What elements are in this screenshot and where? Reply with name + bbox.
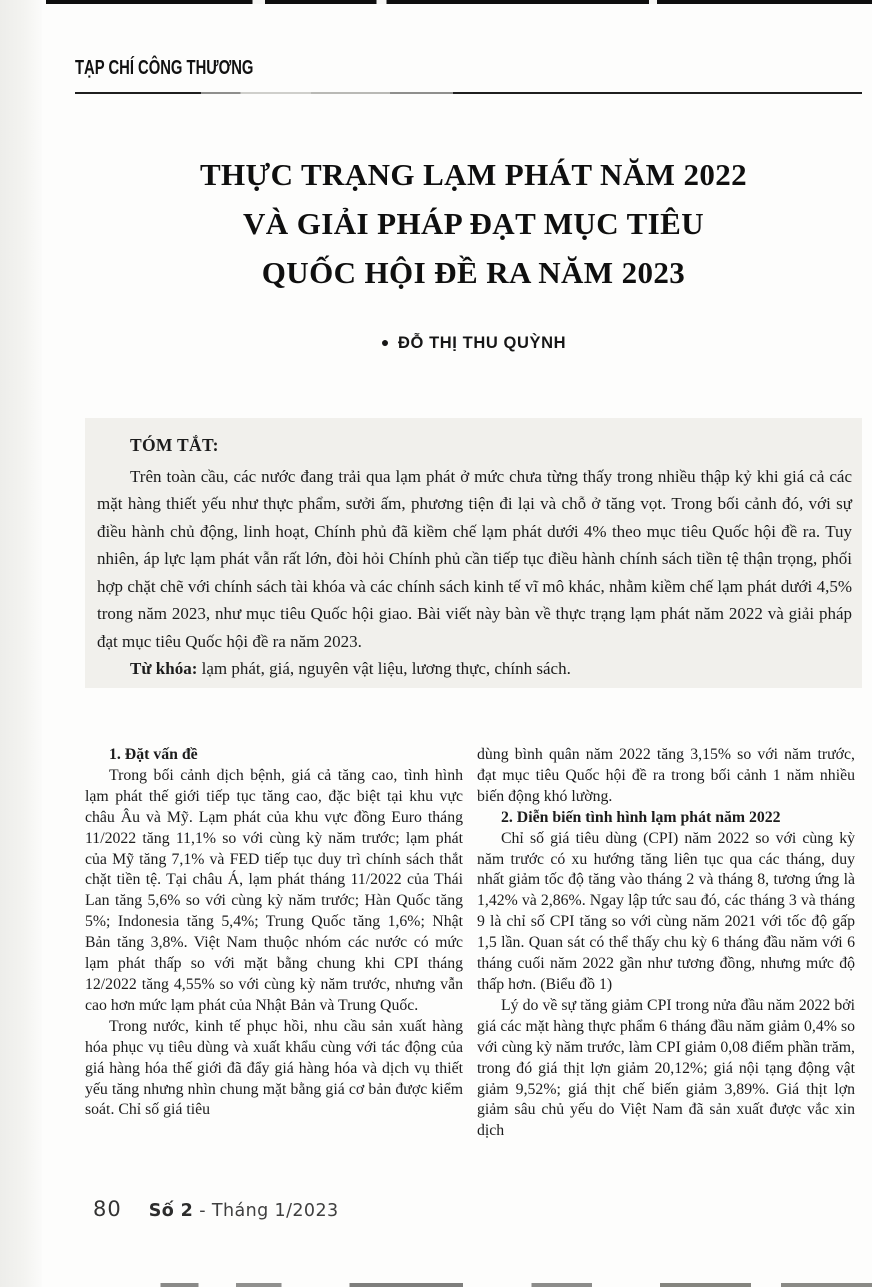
article-title	[85, 150, 862, 297]
author-bullet-icon: ●	[380, 334, 390, 350]
body-columns	[85, 745, 855, 1142]
page-number: 80	[93, 1197, 122, 1221]
section-1-heading: 1. Đặt vấn đề	[109, 746, 198, 763]
page-footer	[93, 1197, 339, 1221]
article-title-line-2: VÀ GIẢI PHÁP ĐẠT MỤC TIÊU	[243, 206, 704, 241]
keywords-text: lạm phát, giá, nguyên vật liệu, lương thực, chính sách.	[197, 659, 571, 678]
scan-left-edge	[0, 0, 42, 1287]
scan-top-bar	[46, 0, 872, 4]
author-name: ĐỖ THỊ THU QUỲNH	[397, 334, 567, 352]
issue-number: Số 2	[148, 1201, 194, 1221]
left-column-paragraph-1: Trong bối cảnh dịch bệnh, giá cả tăng cao, tình hình lạm phát thế giới tiếp tục tăng cao, đặc biệt tại khu vực châu Âu và Mỹ. Lạm phát của khu vực đồng Euro tháng 11/2022 tăng 11,1% so với cùng kỳ năm trước; lạm phát của Mỹ tăng 7,1% và FED tiếp tục duy trì chính sách thắt chặt tiền tệ. Tại châu Á, lạm phát tháng 11/2022 của Thái Lan tăng 5,6% so với cùng kỳ năm trước; Hàn Quốc tăng 5%; Indonesia tăng 5,4%; Trung Quốc tăng 1,6%; Nhật Bản tăng 3,8%. Việt Nam thuộc nhóm các nước có mức lạm phát thấp so với mặt bằng chung khi CPI tháng 12/2022 tăng 4,55% so với cùng kỳ năm trước, nhưng vẫn cao hơn mức lạm phát của Nhật Bản và Trung Quốc.	[85, 766, 463, 1014]
article-title-line-3: QUỐC HỘI ĐỀ RA NĂM 2023	[261, 255, 686, 290]
abstract-text: Trên toàn cầu, các nước đang trải qua lạm phát ở mức chưa từng thấy trong nhiều thập kỷ khi giá cả các mặt hàng thiết yếu như thực phẩm, sưởi ấm, phương tiện đi lại và chỗ ở tăng vọt. Trong bối cảnh đó, với sự điều hành chủ động, linh hoạt, Chính phủ đã kiềm chế lạm phát dưới 4% theo mục tiêu Quốc hội đề ra. Tuy nhiên, áp lực lạm phát vẫn rất lớn, đòi hỏi Chính phủ cần tiếp tục điều hành chính sách tiền tệ thận trọng, phối hợp chặt chẽ với chính sách tài khóa và các chính sách kinh tế vĩ mô khác, nhằm kiềm chế lạm phát dưới 4,5% trong năm 2023, như mục tiêu Quốc hội giao. Bài viết này bàn về thực trạng lạm phát năm 2022 và giải pháp đạt mục tiêu Quốc hội đề ra năm 2023.	[97, 466, 852, 651]
scan-bottom-bar	[115, 1283, 872, 1287]
author-line	[85, 334, 862, 353]
right-column-paragraph-2: Lý do về sự tăng giảm CPI trong nửa đầu năm 2022 bởi giá các mặt hàng thực phẩm 6 tháng đầu năm giảm 0,4% so với cùng kỳ năm trước, làm CPI giảm 0,08 điểm phần trăm, trong đó giá thịt lợn giảm 20,12%; giá nội tạng động vật giảm 9,52%; giá thịt chế biến giảm 3,89%. Giá thịt lợn giảm sâu chủ yếu do Việt Nam đã sản xuất được vắc xin dịch	[477, 996, 855, 1140]
section-2-heading: 2. Diễn biến tình hình lạm phát năm 2022	[501, 808, 781, 826]
issue-info	[149, 1201, 339, 1221]
left-column-paragraph-2: Trong nước, kinh tế phục hồi, nhu cầu sản xuất hàng hóa phục vụ tiêu dùng và xuất khẩu cùng với tác động của giá hàng hóa thế giới đã đẩy giá hàng hóa và dịch vụ thiết yếu tăng nhưng nhìn chung mặt bằng giá cơ bản được kiểm soát. Chỉ số giá tiêu	[85, 1017, 463, 1119]
abstract-box	[85, 418, 862, 688]
masthead-rule	[75, 92, 862, 94]
keywords-line	[97, 655, 852, 683]
right-column	[477, 745, 855, 1142]
right-column-paragraph-1: Chỉ số giá tiêu dùng (CPI) năm 2022 so với cùng kỳ năm trước có xu hướng tăng liên tục qua các tháng, duy nhất giảm tốc độ tăng vào tháng 2 và tháng 8, tương ứng là 1,42% và 2,86%. Ngay lập tức sau đó, các tháng 3 và tháng 9 là chỉ số CPI tăng so với cùng năm 2021 với tốc độ gấp 1,5 lần. Quan sát có thể thấy chu kỳ 6 tháng đầu năm với 6 tháng cuối năm 2022 gần như tương đồng, nhưng mức độ thấp hơn. (Biểu đồ 1)	[477, 829, 855, 993]
right-column-paragraph-continued: dùng bình quân năm 2022 tăng 3,15% so với năm trước, đạt mục tiêu Quốc hội đề ra trong bối cảnh 1 năm nhiều biến động khó lường.	[477, 746, 855, 805]
left-column	[85, 745, 463, 1142]
abstract-heading: TÓM TẮT:	[130, 435, 219, 455]
journal-name: TẠP CHÍ CÔNG THƯƠNG	[75, 57, 254, 79]
keywords-label: Từ khóa:	[130, 659, 198, 678]
issue-date: - Tháng 1/2023	[193, 1201, 339, 1221]
article-title-line-1: THỰC TRẠNG LẠM PHÁT NĂM 2022	[199, 157, 748, 192]
